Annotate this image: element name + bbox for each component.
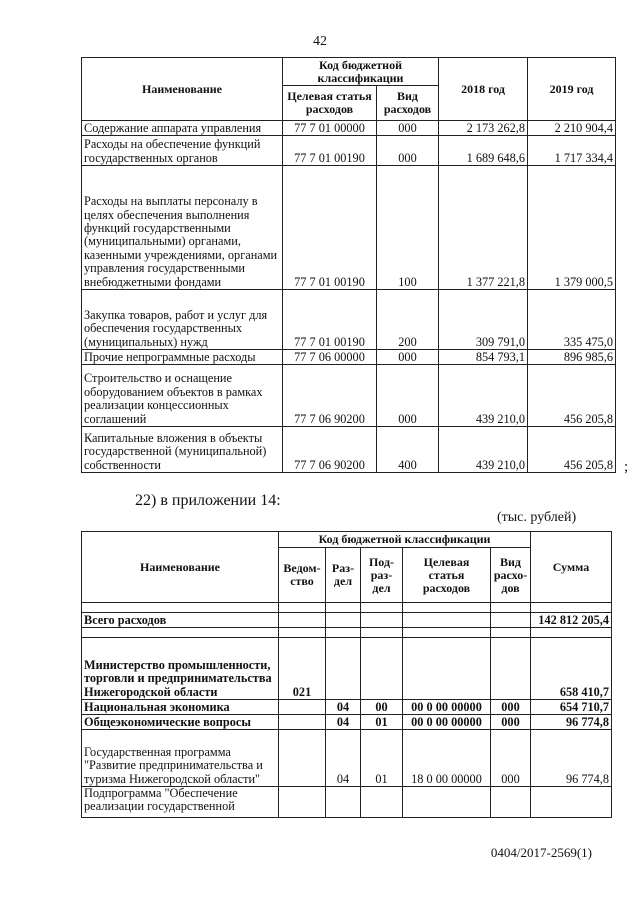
row-sum: 658 410,7 <box>531 638 612 700</box>
row-name: Общеэкономические вопросы <box>82 715 279 730</box>
row-kind: 000 <box>491 700 531 715</box>
row-target: 77 7 06 90200 <box>283 427 377 473</box>
table-row <box>82 121 616 136</box>
row-target: 00 0 00 00000 <box>403 700 491 715</box>
row-2018: 1 689 648,6 <box>439 136 528 166</box>
row-target <box>403 787 491 818</box>
unit-note: (тыс. рублей) <box>497 510 577 525</box>
row-2019: 456 205,8 <box>528 427 616 473</box>
row-2018: 439 210,0 <box>439 365 528 427</box>
row-subsection: 01 <box>361 730 403 787</box>
row-2019: 1 379 000,5 <box>528 166 616 290</box>
row-subsection <box>361 787 403 818</box>
row-2019: 2 210 904,4 <box>528 121 616 136</box>
table-row <box>82 290 616 350</box>
row-2019: 896 985,6 <box>528 350 616 365</box>
row-dept <box>279 787 326 818</box>
table-row <box>82 136 616 166</box>
row-name: Национальная экономика <box>82 700 279 715</box>
row-sum <box>531 787 612 818</box>
table-row <box>82 427 616 473</box>
col-header-code-group: Код бюджетной классификации <box>279 532 531 548</box>
col-header-2019: 2019 год <box>528 58 616 121</box>
row-name: Подпрограмма "Обеспечение реализации государственной <box>82 787 279 818</box>
col-header-section: Раз-дел <box>326 548 361 603</box>
row-section <box>326 787 361 818</box>
col-header-sum: Сумма <box>531 532 612 603</box>
col-header-code-group: Код бюджетной классификации <box>283 58 439 86</box>
row-target: 77 7 01 00190 <box>283 290 377 350</box>
row-name: Расходы на выплаты персоналу в целях обеспечения выполнения функций государственными (муниципальными) органами, казенными учреждениями, органами управления государственными внебюджетными фондами <box>82 166 283 290</box>
row-name: Капитальные вложения в объекты государственной (муниципальной) собственности <box>82 427 283 473</box>
row-kind: 200 <box>377 290 439 350</box>
row-name: Министерство промышленности, торговли и предпринимательства Нижегородской области <box>82 638 279 700</box>
table-row <box>82 365 616 427</box>
spacer-row <box>82 603 612 613</box>
row-kind <box>491 787 531 818</box>
row-kind: 400 <box>377 427 439 473</box>
col-header-dept: Ведом-ство <box>279 548 326 603</box>
row-target: 77 7 06 00000 <box>283 350 377 365</box>
col-header-kind: Вид расхо-дов <box>491 548 531 603</box>
row-kind: 000 <box>377 136 439 166</box>
table-row <box>82 715 612 730</box>
row-target: 77 7 01 00190 <box>283 166 377 290</box>
table-row <box>82 166 616 290</box>
page-number: 42 <box>313 34 327 49</box>
trailing-semicolon: ; <box>624 459 629 475</box>
row-sum: 654 710,7 <box>531 700 612 715</box>
spacer-row <box>82 628 612 638</box>
row-target: 00 0 00 00000 <box>403 715 491 730</box>
row-kind: 000 <box>377 121 439 136</box>
row-section: 04 <box>326 715 361 730</box>
row-dept: 021 <box>279 638 326 700</box>
row-target: 18 0 00 00000 <box>403 730 491 787</box>
row-dept <box>279 730 326 787</box>
row-subsection: 01 <box>361 715 403 730</box>
col-header-subsection: Под-раз-дел <box>361 548 403 603</box>
row-2018: 854 793,1 <box>439 350 528 365</box>
row-section <box>326 638 361 700</box>
col-header-target: Целевая статья расходов <box>403 548 491 603</box>
total-label: Всего расходов <box>82 613 279 628</box>
budget-table-2018-2019 <box>81 57 616 473</box>
table-row <box>82 350 616 365</box>
row-dept <box>279 700 326 715</box>
total-row <box>82 613 612 628</box>
row-2018: 2 173 262,8 <box>439 121 528 136</box>
table-row <box>82 787 612 818</box>
row-section: 04 <box>326 700 361 715</box>
row-dept <box>279 715 326 730</box>
row-name: Расходы на обеспечение функций государственных органов <box>82 136 283 166</box>
table-row <box>82 638 612 700</box>
row-kind <box>491 638 531 700</box>
row-kind: 000 <box>491 730 531 787</box>
row-name: Закупка товаров, работ и услуг для обеспечения государственных (муниципальных) нужд <box>82 290 283 350</box>
row-kind: 100 <box>377 166 439 290</box>
row-kind: 000 <box>377 350 439 365</box>
row-target: 77 7 06 90200 <box>283 365 377 427</box>
row-target: 77 7 01 00190 <box>283 136 377 166</box>
row-2018: 1 377 221,8 <box>439 166 528 290</box>
row-2019: 456 205,8 <box>528 365 616 427</box>
row-target: 77 7 01 00000 <box>283 121 377 136</box>
col-header-kind: Вид расходов <box>377 86 439 121</box>
budget-table-appendix-14 <box>81 531 612 818</box>
row-section: 04 <box>326 730 361 787</box>
row-2019: 335 475,0 <box>528 290 616 350</box>
row-name: Государственная программа "Развитие предпринимательства и туризма Нижегородской области" <box>82 730 279 787</box>
col-header-name: Наименование <box>82 58 283 121</box>
row-name: Содержание аппарата управления <box>82 121 283 136</box>
amendment-paragraph: 22) в приложении 14: <box>135 492 281 509</box>
row-sum: 96 774,8 <box>531 715 612 730</box>
row-sum: 96 774,8 <box>531 730 612 787</box>
row-target <box>403 638 491 700</box>
row-2018: 309 791,0 <box>439 290 528 350</box>
row-kind: 000 <box>377 365 439 427</box>
document-code: 0404/2017-2569(1) <box>490 845 592 860</box>
row-kind: 000 <box>491 715 531 730</box>
row-name: Строительство и оснащение оборудованием объектов в рамках реализации концессионных соглашений <box>82 365 283 427</box>
row-name: Прочие непрограммные расходы <box>82 350 283 365</box>
total-sum: 142 812 205,4 <box>531 613 612 628</box>
row-2018: 439 210,0 <box>439 427 528 473</box>
row-subsection <box>361 638 403 700</box>
col-header-2018: 2018 год <box>439 58 528 121</box>
row-2019: 1 717 334,4 <box>528 136 616 166</box>
col-header-name: Наименование <box>82 532 279 603</box>
col-header-target: Целевая статья расходов <box>283 86 377 121</box>
row-subsection: 00 <box>361 700 403 715</box>
table-row <box>82 730 612 787</box>
table-row <box>82 700 612 715</box>
